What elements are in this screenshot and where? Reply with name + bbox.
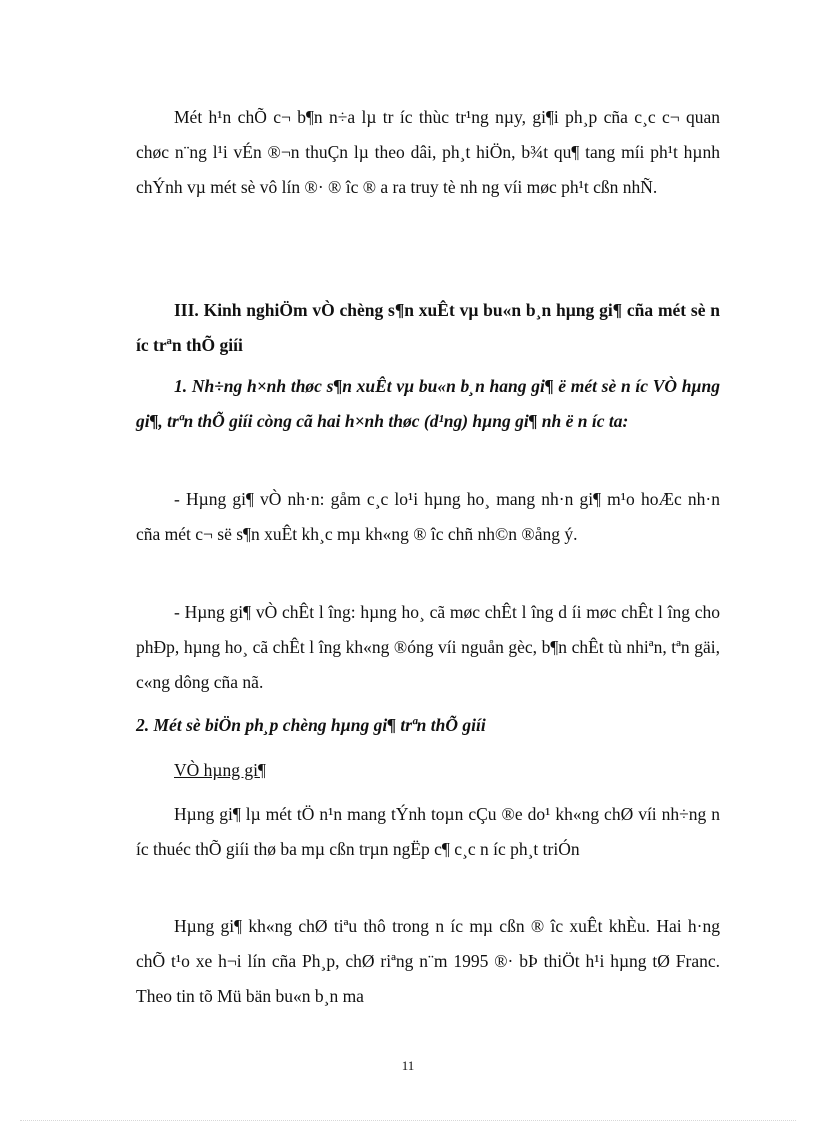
subsection-heading-2: 2. Mét sè biÖn ph¸p chèng hµng gi¶ trªn thÕ giíi <box>136 715 486 735</box>
paragraph-fake-label: - Hµng gi¶ vÒ nh·n: gåm c¸c lo¹i hµng ho¸ mang nh·n gi¶ m¹o hoÆc nh·n cña mét c¬ së s¶n xuÊt kh¸c mµ kh«ng ® îc chñ nh©n ®ång ý. <box>136 489 720 544</box>
page-number: 11 <box>401 1058 415 1073</box>
subsection-heading-1: 1. Nh÷ng h×nh thøc s¶n xuÊt vµ bu«n b¸n hang gi¶ ë mét sè n íc VÒ hµng gi¶, trªn thÕ giíi còng cã hai h×nh thøc (d¹ng) hµng gi¶ nh ë n íc ta: <box>136 376 720 431</box>
section-heading-iii: III. Kinh nghiÖm vÒ chèng s¶n xuÊt vµ bu«n b¸n hµng gi¶ cña mét sè n íc trªn thÕ giíi <box>136 300 720 355</box>
underlined-topic-label: VÒ hµng gi¶ <box>174 760 266 780</box>
paragraph-global-issue: Hµng gi¶ lµ mét tÖ n¹n mang tÝnh toµn cÇu ®e do¹ kh«ng chØ víi nh÷ng n íc thuéc thÕ giíi thø ba mµ cßn trµn ngËp c¶ c¸c n íc ph¸t triÓn <box>136 804 720 859</box>
paragraph-limitation: Mét h¹n chÕ c¬ b¶n n÷a lµ tr íc thùc tr¹ng nµy, gi¶i ph¸p cña c¸c c¬ quan chøc n¨ng l¹i vÉn ®¬n thuÇn lµ theo dâi, ph¸t hiÖn, b¾t qu¶ tang míi ph¹t hµnh chÝnh vµ mét sè vô lín ®· ® îc ® a ra truy tè nh ng víi møc ph¹t cßn nhÑ. <box>136 107 720 197</box>
paragraph-export-example: Hµng gi¶ kh«ng chØ tiªu thô trong n íc mµ cßn ® îc xuÊt khÈu. Hai h·ng chÕ t¹o xe h¬i lín cña Ph¸p, chØ riªng n¨m 1995 ®· bÞ thiÖt h¹i hµng tØ Franc. Theo tin tõ Mü bän bu«n b¸n ma <box>136 916 720 1006</box>
paragraph-fake-quality: - Hµng gi¶ vÒ chÊt l îng: hµng ho¸ cã møc chÊt l îng d íi møc chÊt l îng cho phÐp, hµng ho¸ cã chÊt l îng kh«ng ®óng víi nguån gèc, b¶n chÊt tù nhiªn, tªn gäi, c«ng dông cña nã. <box>136 602 720 692</box>
footer-divider <box>20 1120 796 1121</box>
